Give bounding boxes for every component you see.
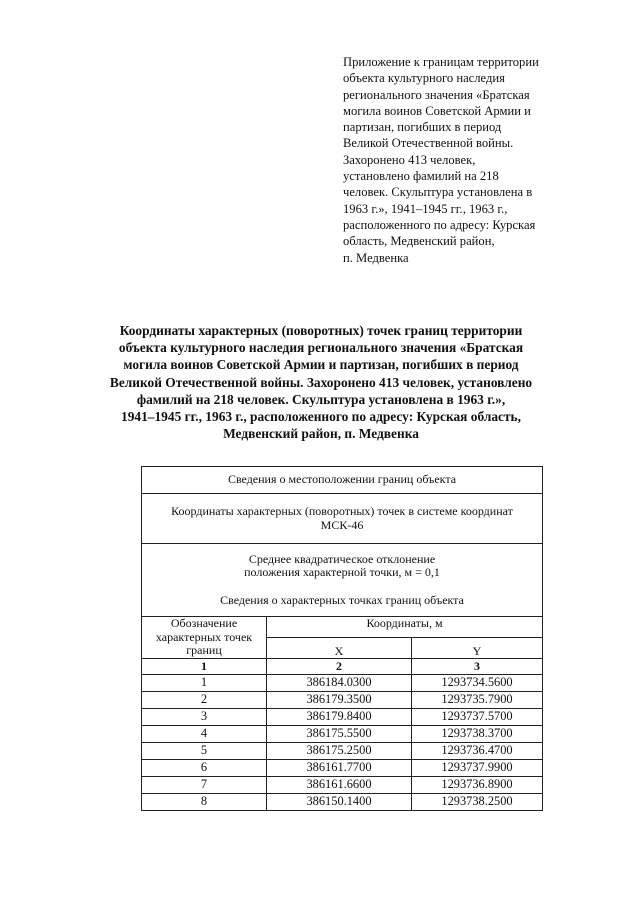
annex-line: Захоронено 413 человек, [343, 152, 476, 167]
x-coordinate-cell: 386175.2500 [267, 743, 412, 760]
table-header-row [142, 617, 543, 638]
x-coordinate-cell: 386184.0300 [267, 675, 412, 692]
point-cell: 6 [142, 760, 267, 777]
annex-line: 1963 г.», 1941–1945 гг., 1963 г., [343, 201, 508, 216]
crs-line: МСК-46 [320, 517, 364, 532]
annex-line: объекта культурного наследия [343, 71, 505, 86]
x-coordinate-cell: 386175.5500 [267, 726, 412, 743]
y-coordinate-cell: 1293738.3700 [412, 726, 543, 743]
column-number: 1 [142, 659, 267, 675]
table-row [142, 794, 543, 811]
column-number: 3 [412, 659, 543, 675]
annex-line: человек. Скульптура установлена в [343, 185, 533, 200]
heading-line: могила воинов Советской Армии и партизан, погибших в период [123, 357, 519, 373]
table-row [142, 467, 543, 494]
point-cell: 3 [142, 709, 267, 726]
table-row [142, 777, 543, 794]
accuracy-line: Среднее квадратическое отклонение [248, 551, 436, 566]
y-coordinate-cell: 1293734.5600 [412, 675, 543, 692]
y-header: Y [412, 638, 543, 659]
point-cell: 5 [142, 743, 267, 760]
annex-line: регионального значения «Братская [343, 87, 530, 102]
annex-note [343, 54, 583, 266]
y-coordinate-cell: 1293735.7900 [412, 692, 543, 709]
point-cell: 7 [142, 777, 267, 794]
x-coordinate-cell: 386161.6600 [267, 777, 412, 794]
table-row [142, 760, 543, 777]
location-info-cell: Сведения о местоположении границ объекта [142, 467, 543, 494]
annex-line: Приложение к границам территории [343, 55, 539, 69]
heading-line: объекта культурного наследия регионального значения «Братская [118, 340, 524, 356]
annex-line: Великой Отечественной войны. [343, 136, 514, 151]
table-row [142, 494, 543, 544]
x-coordinate-cell: 386150.1400 [267, 794, 412, 811]
x-header: X [267, 638, 412, 659]
annex-line: могила воинов Советской Армии и [343, 103, 531, 118]
heading-line: 1941–1945 гг., 1963 г., расположенного по адресу: Курская область, [121, 409, 521, 425]
point-cell: 8 [142, 794, 267, 811]
table-row [142, 709, 543, 726]
x-coordinate-cell: 386179.8400 [267, 709, 412, 726]
heading-line: фамилий на 218 человек. Скульптура установлена в 1963 г.», [136, 391, 506, 407]
coordinates-header: Координаты, м [267, 617, 543, 638]
coordinates-table [141, 466, 543, 811]
heading-line: Координаты характерных (поворотных) точек границ территории [119, 323, 523, 338]
designation-header: Обозначение характерных точек границ [142, 617, 267, 659]
annex-line: расположенного по адресу: Курская [343, 217, 536, 232]
point-cell: 1 [142, 675, 267, 692]
table-row [142, 726, 543, 743]
table-row [142, 675, 543, 692]
y-coordinate-cell: 1293736.4700 [412, 743, 543, 760]
document-heading [86, 322, 556, 442]
point-cell: 2 [142, 692, 267, 709]
annex-line: п. Медвенка [343, 250, 409, 265]
accuracy-line: положения характерной точки, м = 0,1 [244, 565, 440, 580]
x-coordinate-cell: 386161.7700 [267, 760, 412, 777]
accuracy-cell [142, 544, 543, 617]
annex-line: партизан, погибших в период [343, 120, 502, 135]
column-number: 2 [267, 659, 412, 675]
annex-line: установлено фамилий на 218 [343, 169, 499, 184]
table-row [142, 692, 543, 709]
y-coordinate-cell: 1293736.8900 [412, 777, 543, 794]
table-row [142, 743, 543, 760]
y-coordinate-cell: 1293738.2500 [412, 794, 543, 811]
points-info-line: Сведения о характерных точках границ объекта [220, 592, 464, 607]
crs-cell [142, 494, 543, 544]
y-coordinate-cell: 1293737.5700 [412, 709, 543, 726]
heading-line: Великой Отечественной войны. Захоронено 413 человек, установлено [109, 374, 533, 390]
column-number-row [142, 659, 543, 675]
annex-line: область, Медвенский район, [343, 234, 495, 249]
heading-line: Медвенский район, п. Медвенка [223, 426, 419, 442]
table-row [142, 544, 543, 617]
y-coordinate-cell: 1293737.9900 [412, 760, 543, 777]
point-cell: 4 [142, 726, 267, 743]
crs-line: Координаты характерных (поворотных) точек в системе координат [171, 504, 513, 518]
x-coordinate-cell: 386179.3500 [267, 692, 412, 709]
